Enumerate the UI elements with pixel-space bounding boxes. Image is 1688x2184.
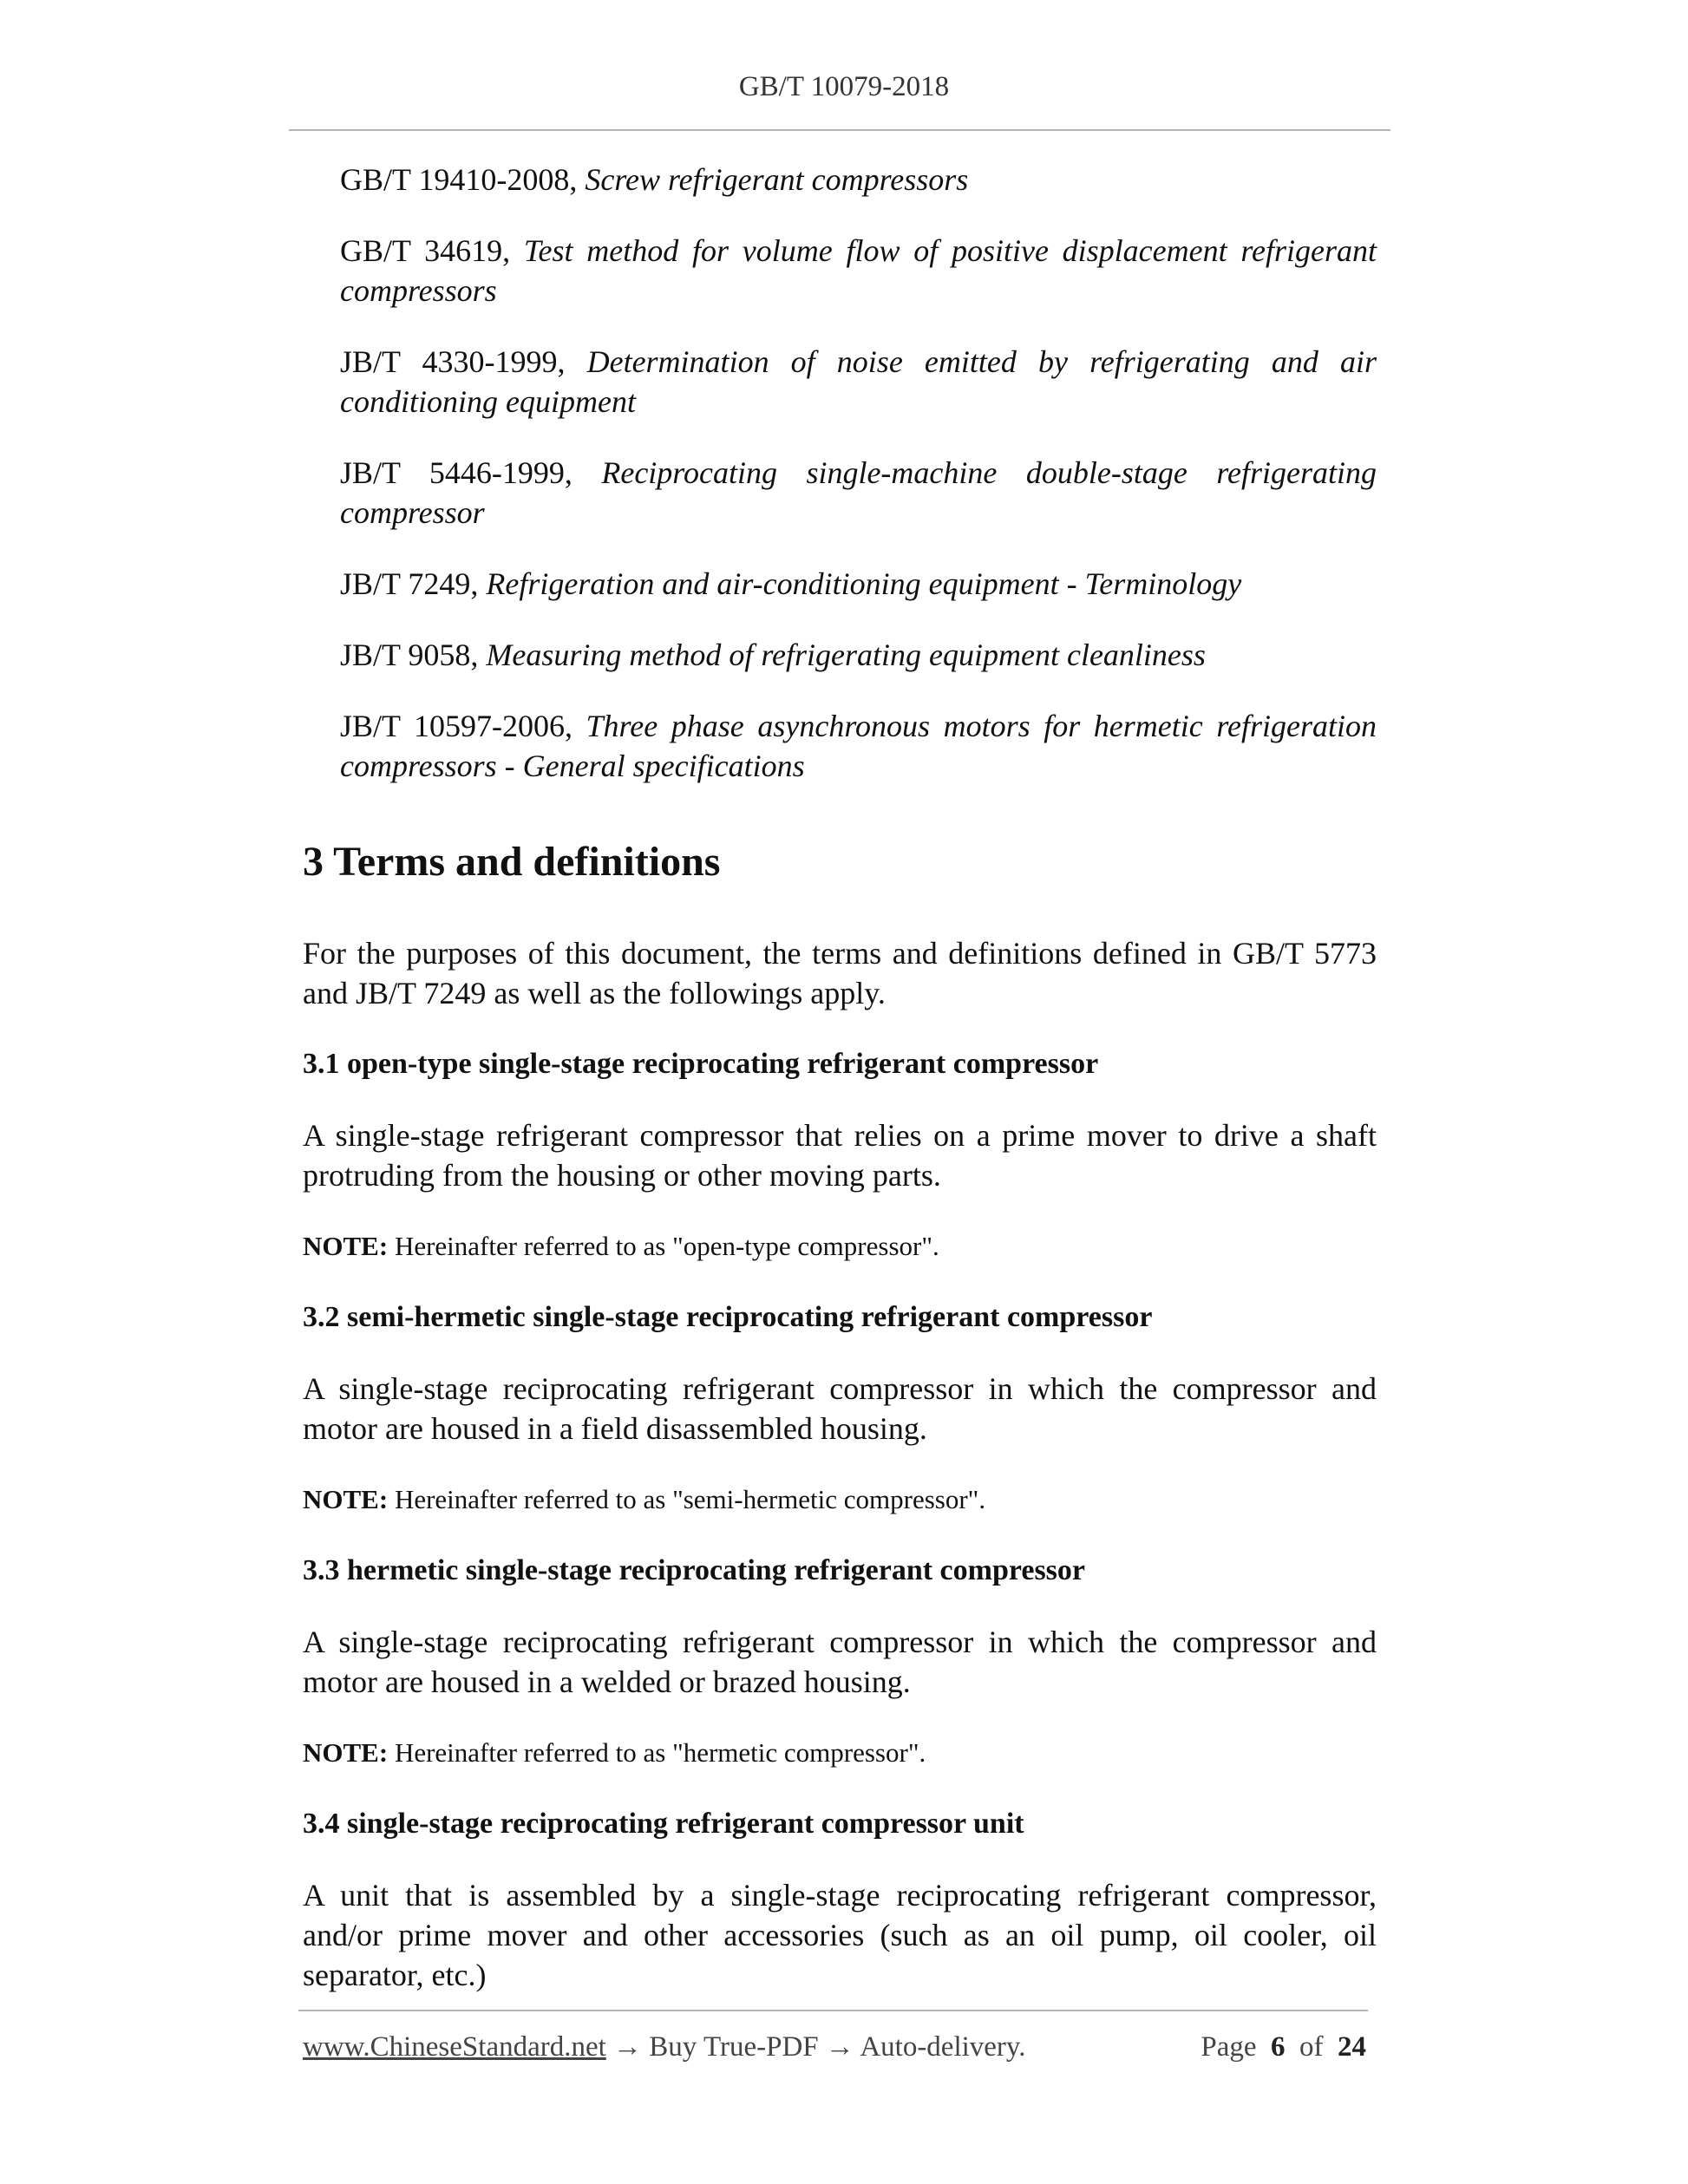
note-text: Hereinafter referred to as "semi-hermetic compressor". bbox=[388, 1484, 986, 1514]
reference-item bbox=[340, 160, 1377, 199]
reference-item bbox=[340, 635, 1377, 675]
reference-code: JB/T 4330-1999, bbox=[340, 344, 587, 379]
note-label: NOTE: bbox=[303, 1737, 389, 1768]
buy-pdf-text: Buy True-PDF bbox=[649, 2031, 819, 2063]
reference-title: Reciprocating single-machine double-stage refrigerating compressor bbox=[340, 455, 1377, 530]
note-text: Hereinafter referred to as "open-type compressor". bbox=[388, 1231, 939, 1261]
term-definition: A unit that is assembled by a single-stage reciprocating refrigerant compressor, and/or prime mover and other accessories (such as an oil pump, oil cooler, oil separator, etc.) bbox=[303, 1878, 1377, 1992]
term-definition: A single-stage refrigerant compressor that relies on a prime mover to drive a shaft protruding from the housing or other moving parts. bbox=[303, 1118, 1377, 1193]
arrow-right-icon: → bbox=[613, 2031, 643, 2063]
reference-code: JB/T 9058, bbox=[340, 638, 487, 672]
header-divider bbox=[289, 129, 1390, 131]
reference-item bbox=[340, 231, 1377, 311]
page-number bbox=[1201, 2028, 1366, 2066]
term-heading: 3.2 semi-hermetic single-stage reciprocating refrigerant compressor bbox=[303, 1301, 1153, 1333]
reference-code: JB/T 7249, bbox=[340, 566, 487, 601]
term-heading: 3.1 open-type single-stage reciprocating refrigerant compressor bbox=[303, 1048, 1099, 1080]
note-text: Hereinafter referred to as "hermetic compressor". bbox=[388, 1737, 926, 1768]
of-label: of bbox=[1299, 2031, 1324, 2063]
reference-title: Test method for volume flow of positive displacement refrigerant compressors bbox=[340, 233, 1377, 308]
term-definition: A single-stage reciprocating refrigerant compressor in which the compressor and motor are housed in a field disassembled housing. bbox=[303, 1371, 1377, 1446]
footer-divider bbox=[298, 2010, 1368, 2011]
term-note bbox=[303, 1480, 1377, 1520]
page-current: 6 bbox=[1271, 2031, 1286, 2063]
term-definition: A single-stage reciprocating refrigerant compressor in which the compressor and motor are housed in a welded or brazed housing. bbox=[303, 1625, 1377, 1699]
auto-delivery-text: Auto-delivery. bbox=[860, 2031, 1026, 2063]
reference-title: Refrigeration and air-conditioning equipment - Terminology bbox=[486, 566, 1242, 601]
website-link[interactable]: www.ChineseStandard.net bbox=[303, 2031, 606, 2063]
term-heading: 3.3 hermetic single-stage reciprocating refrigerant compressor bbox=[303, 1554, 1085, 1586]
reference-item bbox=[340, 706, 1377, 786]
reference-code: JB/T 10597-2006, bbox=[340, 709, 586, 743]
reference-code: JB/T 5446-1999, bbox=[340, 455, 602, 490]
page-label: Page bbox=[1201, 2031, 1257, 2063]
normative-references-list bbox=[340, 160, 1377, 786]
reference-item bbox=[340, 453, 1377, 533]
note-label: NOTE: bbox=[303, 1231, 389, 1261]
footer-promo bbox=[303, 2028, 1026, 2066]
arrow-right-icon: → bbox=[825, 2031, 854, 2063]
reference-title: Screw refrigerant compressors bbox=[585, 162, 969, 197]
section-heading: 3 Terms and definitions bbox=[303, 839, 721, 885]
reference-title: Determination of noise emitted by refrigerating and air conditioning equipment bbox=[340, 344, 1377, 419]
section-intro: For the purposes of this document, the terms and definitions defined in GB/T 5773 and JB/T 7249 as well as the followings apply. bbox=[303, 936, 1377, 1010]
term-heading: 3.4 single-stage reciprocating refrigerant compressor unit bbox=[303, 1808, 1024, 1840]
term-note bbox=[303, 1733, 1377, 1773]
page-total: 24 bbox=[1338, 2031, 1366, 2063]
terms-section bbox=[303, 836, 1377, 2026]
reference-item bbox=[340, 342, 1377, 422]
page-header-title: GB/T 10079-2018 bbox=[738, 71, 950, 102]
reference-code: GB/T 34619, bbox=[340, 233, 524, 268]
reference-item bbox=[340, 564, 1377, 604]
reference-code: GB/T 19410-2008, bbox=[340, 162, 586, 197]
term-note bbox=[303, 1226, 1377, 1266]
reference-title: Measuring method of refrigerating equipment cleanliness bbox=[486, 638, 1206, 672]
reference-title: Three phase asynchronous motors for hermetic refrigeration compressors - General specifications bbox=[340, 709, 1377, 783]
note-label: NOTE: bbox=[303, 1484, 389, 1514]
